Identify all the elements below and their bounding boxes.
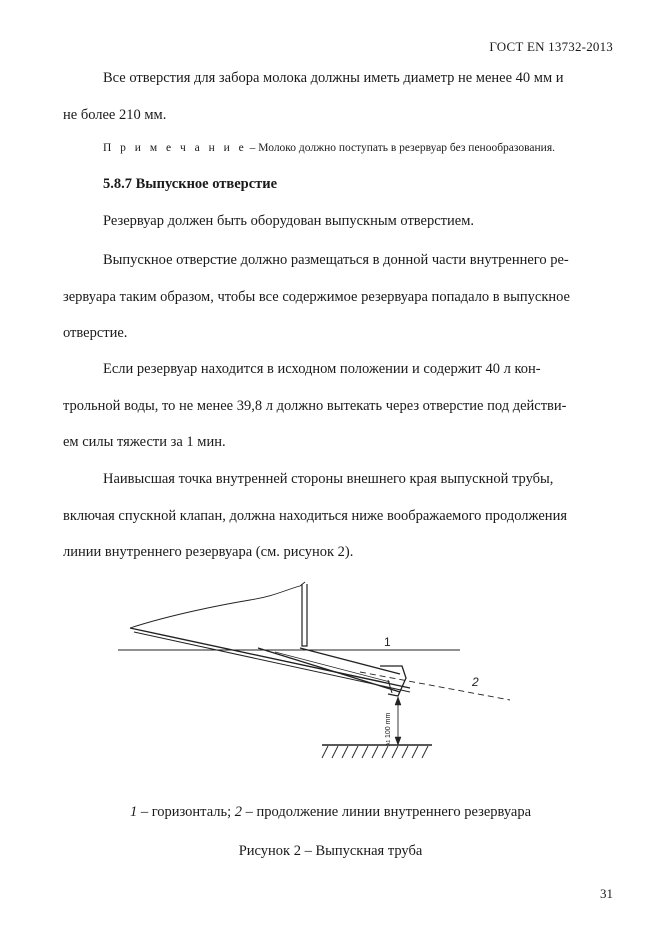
text-line: зервуара таким образом, чтобы все содержимое резервуара попадало в выпускное — [63, 288, 570, 305]
outlet-pipe-figure — [110, 570, 530, 770]
note-dash: – — [249, 142, 256, 154]
paragraph-intake-holes — [63, 60, 615, 133]
text-line: включая спускной клапан, должна находиться ниже воображаемого продолжения — [63, 507, 567, 524]
text-line: не более 210 мм. — [63, 106, 167, 123]
legend-num-1: 1 — [129, 804, 138, 820]
text-line: трольной воды, то не менее 39,8 л должно вытекать через отверстие под действи- — [63, 397, 567, 414]
pipe-top-edge — [300, 648, 400, 674]
note — [103, 142, 555, 154]
paragraph-drain-test — [63, 351, 615, 461]
page-header-standard: ГОСТ EN 13732-2013 — [489, 39, 613, 54]
dimension-arrow-top — [395, 697, 401, 705]
pipe-bottom-edge — [258, 648, 400, 692]
paragraph-outlet-position — [63, 242, 615, 352]
text-line: Выпускное отверстие должно размещаться в донной части внутреннего ре- — [103, 252, 569, 268]
section-heading — [103, 176, 277, 193]
text-line: Если резервуар находится в исходном положении и содержит 40 л кон- — [103, 361, 541, 377]
label-horizontal: 1 — [384, 635, 391, 649]
paragraph-outlet-required — [63, 203, 615, 240]
figure-legend — [0, 804, 661, 821]
ground-mark: A1 — [386, 739, 392, 746]
note-label: П р и м е ч а н и е — [103, 142, 247, 154]
legend-text-2: – продолжение линии внутреннего резервуара — [242, 804, 532, 820]
text-line: Наивысшая точка внутренней стороны внешнего края выпускной трубы, — [103, 471, 554, 487]
text-line: ем силы тяжести за 1 мин. — [63, 434, 226, 450]
legend-text-1: – горизонталь; — [137, 804, 235, 820]
dimension-label: 100 mm — [385, 712, 392, 738]
text-line: Все отверстия для забора молока должны иметь диаметр не менее 40 мм и — [103, 70, 564, 86]
dimension-arrow-bottom — [395, 737, 401, 745]
section-number: 5.8.7 — [103, 176, 132, 192]
label-extension: 2 — [472, 675, 479, 689]
tank-bottom-outer — [130, 628, 410, 688]
page-number: 31 — [600, 886, 613, 901]
figure-title: Рисунок 2 – Выпускная труба — [238, 843, 423, 859]
tank-contour — [130, 582, 305, 628]
ground-hatching — [322, 746, 428, 758]
paragraph-outlet-height — [63, 461, 615, 571]
tank-wall — [302, 584, 307, 646]
note-text: Молоко должно поступать в резервуар без пенообразования. — [258, 142, 555, 154]
text-line: линии внутреннего резервуара (см. рисунок 2). — [63, 544, 354, 560]
text-line: Резервуар должен быть оборудован выпускным отверстием. — [103, 213, 475, 229]
legend-num-2: 2 — [234, 804, 243, 820]
section-title: Выпускное отверстие — [135, 176, 278, 192]
text-line: отверстие. — [63, 325, 128, 341]
